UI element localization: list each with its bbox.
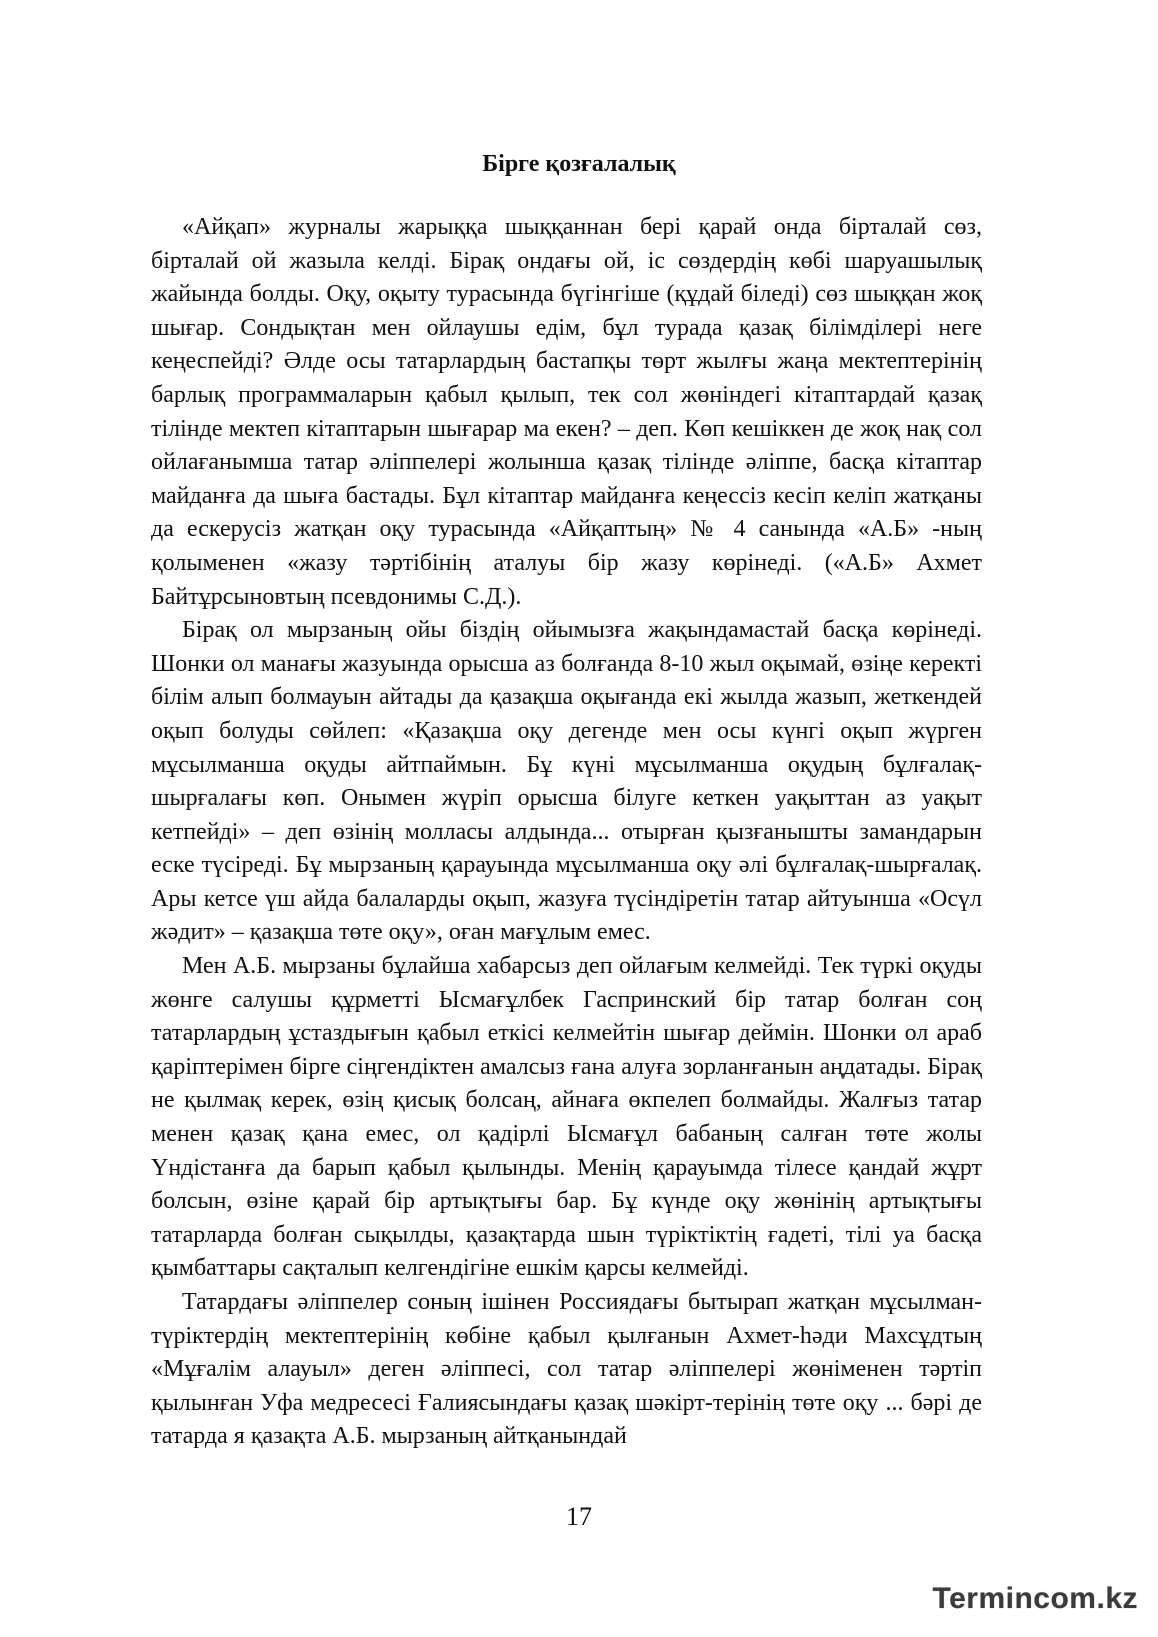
article-body [151,211,982,1454]
page-title: Бірге қозғалалық [482,151,676,177]
paragraph-4: Татардағы әліппелер соның ішінен Россиядағы бытырап жатқан мұсылман-түріктердің мектептерінің көбіне қабыл қылғанын Ахмет-һәди Махсұдтың «Мұғалім алауыл» деген әліппесі, сол татар әліппелері жөніменен тәртіп қылынған Уфа медресесі Ғалиясындағы қазақ шәкірт-терінің төте оқу ... бәрі де татарда я қазақта А.Б. мырзаның айтқанындай [151,1289,982,1450]
watermark-text: Termincom.kz [932,1582,1138,1615]
paragraph-3: Мен А.Б. мырзаны бұлайша хабарсыз деп ойлағым келмейді. Тек түркі оқуды жөнге салушы құрметті Ысмағұлбек Гаспринский бір татар болған соң татарлардың ұстаздығын қабыл еткісі келмейтін шығар деймін. Шонки ол араб қаріптерімен бірге сіңгендіктен амалсыз ғана алуға зорланғанын аңдатады. Бірақ не қылмақ керек, өзің қисық болсаң, айнаға өкпелеп болмайды. Жалғыз татар менен қазақ қана емес, ол қадірлі Ысмағұл бабаның салған төте жолы Үндістанға да барып қабыл қылынды. Менің қарауымда тілесе қандай жұрт болсын, өзіне қарай бір артықтығы бар. Бұ күнде оқу жөнінің артықтығы татарларда болған сықылды, қазақтарда шын түріктіктің ғадеті, тілі уа басқа қымбаттары сақталып келгендігіне ешкім қарсы келмейді. [151,953,982,1282]
page-number: 17 [566,1502,592,1531]
paragraph-2: Бірақ ол мырзаның ойы біздің ойымызға жақындамастай басқа көрінеді. Шонки ол манағы жазуында орысша аз болғанда 8-10 жыл оқымай, өзіңе керекті білім алып болмауын айтады да қазақша оқығанда екі жылда жазып, жеткендей оқып болуды сөйлеп: «Қазақша оқу дегенде мен осы күнгі оқып жүрген мұсылманша оқуды айтпаймын. Бұ күні мұсылманша оқудың бұлғалақ-шырғалағы көп. Онымен жүріп орысша білуге кеткен уақыттан аз уақыт кетпейді» – деп өзінің молласы алдында... отырған қызғанышты замандарын еске түсіреді. Бұ мырзаның қарауында мұсылманша оқу әлі бұлғалақ-шырғалақ. Ары кетсе үш айда балаларды оқып, жазуға түсіндіретін татар айтуынша «Осүл жәдит» – қазақша төте оқу», оған мағұлым емес. [151,617,982,946]
site-watermark [933,1579,1139,1619]
paragraph-1: «Айқап» журналы жарыққа шыққаннан бері қарай онда бірталай сөз, бірталай ой жазыла келді. Бірақ ондағы ой, іс сөздердің көбі шаруашылық жайында болды. Оқу, оқыту турасында бүгінгіше (құдай біледі) сөз шыққан жоқ шығар. Сондықтан мен ойлаушы едім, бұл турада қазақ білімділері неге кеңеспейді? Әлде осы татарлардың бастапқы төрт жылғы жаңа мектептерінің барлық программаларын қабыл қылып, тек сол жөніндегі кітаптардай қазақ тілінде мектеп кітаптарын шығарар ма екен? – деп. Көп кешіккен де жоқ нақ сол ойлағанымша татар әліппелері жолынша қазақ тілінде әліппе, басқа кітаптар майданға да шыға бастады. Бұл кітаптар майданға кеңессіз кесіп келіп жатқаны да ескерусіз жатқан оқу турасында «Айқаптың» № 4 санында «А.Б» -ның қолыменен «жазу тәртібінің аталуы бір жазу көрінеді. («А.Б» Ахмет Байтұрсыновтың псевдонимы С.Д.). [151,214,982,610]
